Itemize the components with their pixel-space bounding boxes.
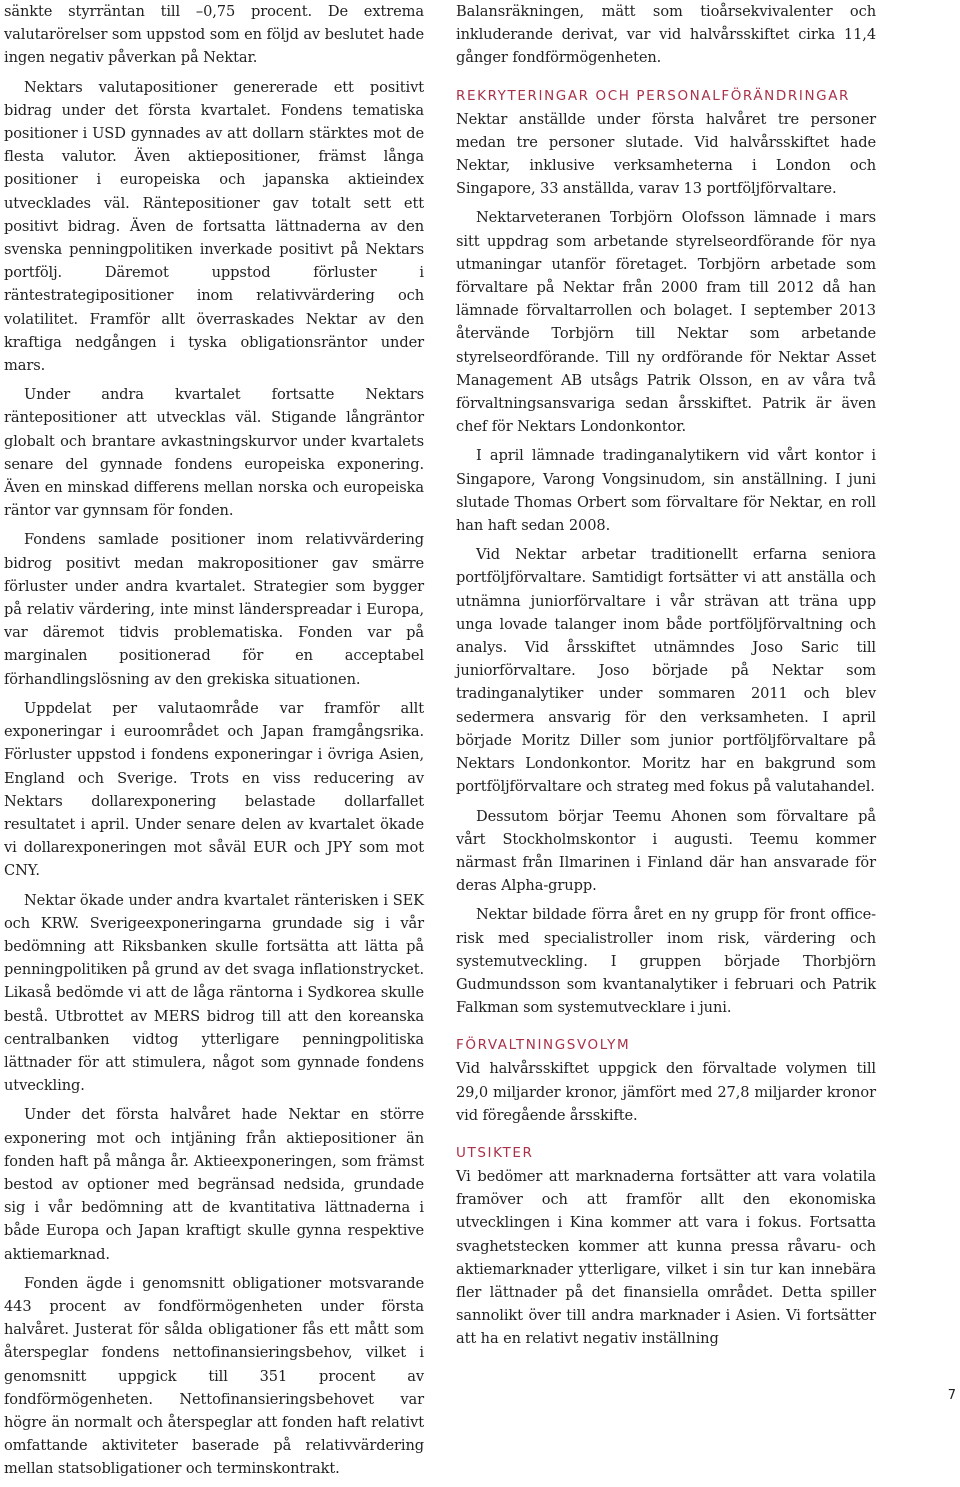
body-paragraph: Vid Nektar arbetar traditionellt erfarna seniora portföljförvaltare. Samtidigt fortsätter vi att anställa och utnämna juniorförvaltare i vår strävan att träna upp unga lovade talanger inom både portföljförvaltning och analys. Vid årsskiftet utnämndes Joso Saric till juniorförvaltare. Joso började på Nektar som tradinganalytiker under sommaren 2011 och blev sedermera ansvarig för den verksamheten. I april började Moritz Diller som junior portföljförvaltare på Nektars Londonkontor. Moritz har en bakgrund som portföljförvaltare och strateg med fokus på valutahandel. (456, 546, 876, 796)
body-paragraph: Nektars valutapositioner genererade ett positivt bidrag under det första kvartalet. Fondens tematiska positioner i USD gynnades av att dollarn stärktes mot de flesta valutor. Även aktiepositioner, främst långa positioner i europeiska och japanska aktieindex utvecklades väl. Räntepositioner gav totalt sett ett positivt bidrag. Även de fortsatta lättnaderna av den svenska penningpolitiken inverkade positivt på Nektars portfölj. Däremot uppstod förluster i räntestrategipositioner inom relativvärdering och volatilitet. Framför allt överraskades Nektar av den kraftiga nedgången i tyska obligationsräntor under mars. (4, 78, 424, 375)
body-paragraph: Under det första halvåret hade Nektar en större exponering mot och intjäning från aktiepositioner än fonden haft på många år. Aktieexponeringen, som främst bestod av optioner med begränsad nedsida, grundade sig i vår bedömning att de kvantitativa lättnaderna i både Europa och Japan kraftigt skulle gynna respektive aktiemarknad. (4, 1106, 424, 1263)
body-paragraph: Dessutom börjar Teemu Ahonen som förvaltare på vårt Stockholmskontor i augusti. Teemu kommer närmast från Ilmarinen i Finland där han ansvarade för deras Alpha-grupp. (456, 807, 876, 895)
body-paragraph: Nektarveteranen Torbjörn Olofsson lämnade i mars sitt uppdrag som arbetande styrelseordförande för nya utmaningar utanför företaget. Torbjörn arbetade som förvaltare på Nektar från 2000 fram till 2012 då han lämnade förvaltarrollen och bolaget. I september 2013 återvände Torbjörn till Nektar som arbetande styrelseordförande. Till ny ordförande för Nektar Asset Management AB utsågs Patrik Olsson, en av våra två förvaltningsansvariga sedan årsskiftet. Patrik är även chef för Nektars Londonkontor. (456, 209, 876, 436)
body-paragraph: Nektar anställde under första halvåret tre personer medan tre personer slutade. Vid halvårsskiftet hade Nektar, inklusive verksamheterna i London och Singapore, 33 anställda, varav 13 portföljförvaltare. (456, 110, 876, 198)
right-column (456, 0, 876, 1357)
body-paragraph: Fondens samlade positioner inom relativvärdering bidrog positivt medan makropositioner gav smärre förluster under andra kvartalet. Strategier som bygger på relativ värdering, inte minst länderspreadar i Europa, var däremot tidvis problematiska. Fonden var på marginalen positionerad för en acceptabel förhandlingslösning av den grekiska situationen. (4, 531, 424, 688)
body-paragraph: Nektar ökade under andra kvartalet ränterisken i SEK och KRW. Sverigeexponeringarna grundade sig i vår bedömning att Riksbanken skulle fortsätta att lätta på penningpolitiken på grund av det svaga inflationstrycket. Likaså bedömde vi att de låga räntorna i Sydkorea skulle bestå. Utbrottet av MERS bidrog till att den koreanska centralbanken vidtog ytterligare penningpolitiska lättnader för att stimulera, något som gynnade fondens utveckling. (4, 891, 424, 1095)
body-paragraph: Vid halvårsskiftet uppgick den förvaltade volymen till 29,0 miljarder kronor, jämfört med 27,8 miljarder kronor vid föregående årsskifte. (456, 1060, 876, 1124)
body-paragraph: sänkte styrräntan till –0,75 procent. De extrema valutarörelser som uppstod som en följd av beslutet hade ingen negativ påverkan på Nektar. (4, 3, 424, 67)
body-paragraph: Nektar bildade förra året en ny grupp för front office-risk med specialistroller inom risk, värdering och systemutveckling. I gruppen började Thorbjörn Gudmundsson som kvantanalytiker i februari och Patrik Falkman som systemutvecklare i juni. (456, 906, 876, 1017)
body-paragraph: Uppdelat per valutaområde var framför allt exponeringar i euroområdet och Japan framgångsrika. Förluster uppstod i fondens exponeringar i övriga Asien, England och Sverige. Trots en viss reducering av Nektars dollarexponering belastade dollarfallet resultatet i april. Under senare delen av kvartalet ökade vi dollarexponeringen mot såväl EUR och JPY som mot CNY. (4, 699, 424, 880)
body-paragraph: Fonden ägde i genomsnitt obligationer motsvarande 443 procent av fondförmögenheten under första halvåret. Justerat för sålda obligationer fås ett mått som återspeglar fondens nettofinansieringsbehov, vilket i genomsnitt uppgick till 351 procent av fondförmögenheten. Nettofinansieringsbehovet var högre än normalt och återspeglar att fonden haft relativt omfattande aktiviteter baserade på relativvärdering mellan statsobligationer och terminskontrakt. (4, 1274, 424, 1478)
section-heading-recruitment: REKRYTERINGAR OCH PERSONALFÖRÄNDRINGAR (456, 87, 851, 104)
page-number: 7 (947, 1388, 956, 1403)
body-paragraph: I april lämnade tradinganalytikern vid vårt kontor i Singapore, Varong Vongsinudom, sin anställning. I juni slutade Thomas Orbert som förvaltare för Nektar, en roll han haft sedan 2008. (456, 447, 876, 535)
section-heading-volume: FÖRVALTNINGSVOLYM (456, 1037, 631, 1054)
body-paragraph: Balansräkningen, mätt som tioårsekvivalenter och inkluderande derivat, var vid halvårsskiftet cirka 11,4 gånger fondförmögenheten. (456, 3, 876, 67)
left-column (4, 0, 424, 1487)
section-heading-outlook: UTSIKTER (456, 1144, 534, 1161)
body-paragraph: Under andra kvartalet fortsatte Nektars räntepositioner att utvecklas väl. Stigande långräntor globalt och brantare avkastningskurvor under kvartalets senare del gynnade fondens europeiska exponering. Även en minskad differens mellan norska och europeiska räntor var gynnsam för fonden. (4, 386, 424, 520)
body-paragraph: Vi bedömer att marknaderna fortsätter att vara volatila framöver och att framför allt den ekonomiska utvecklingen i Kina kommer att vara i fokus. Fortsatta svaghetstecken kommer att kunna pressa råvaru- och aktiemarknader ytterligare, vilket i sin tur kan innebära fler lättnader på det finansiella området. Detta spiller sannolikt över till andra marknader i Asien. Vi fortsätter att ha en relativt negativ inställning (456, 1167, 876, 1348)
